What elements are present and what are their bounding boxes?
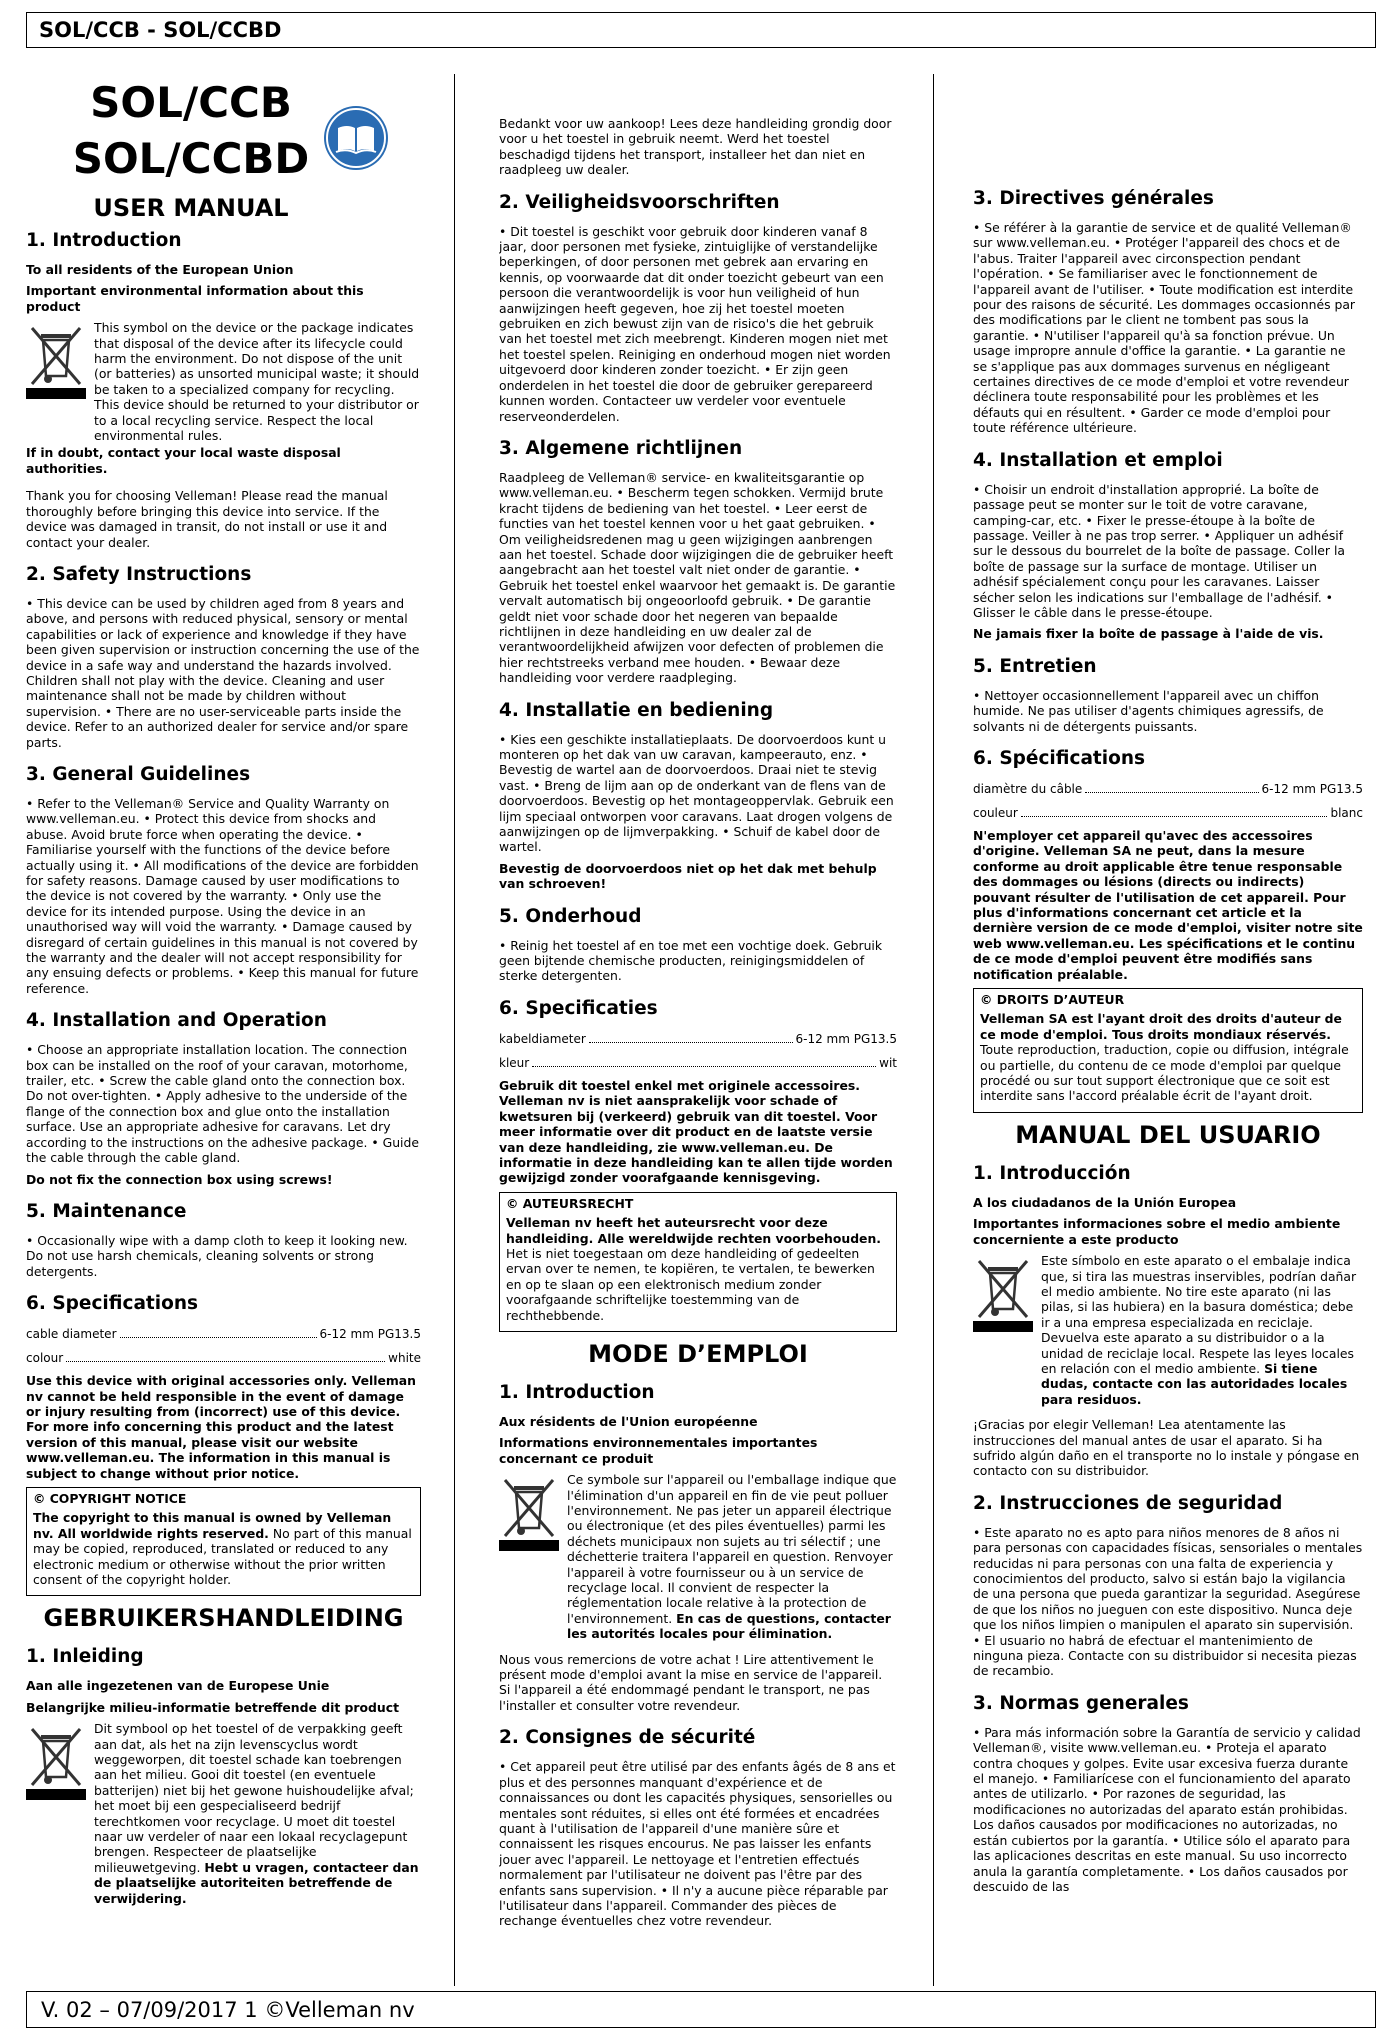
env-heading: Informations environnementales importantes concernant ce produit [499, 1435, 818, 1466]
disclaimer: N'employer cet appareil qu'avec des accessoires d'origine. Velleman SA ne peut, dans la mesure conforme au droit applicable être tenue responsable des dommages ou lésions (directs ou indirects) pouvant résulter de l'utilisation de cet appareil. Pour plus d'informations concernant cet article et la dernière version de ce mode d'emploi, visiter notre site web www.velleman.eu. Les spécifications et le continu de ce mode d'emploi peuvent être modifiés sans notification préalable. [973, 827, 1363, 982]
copyright-box [973, 988, 1363, 1113]
safety-text: • Dit toestel is geschikt voor gebruik door kinderen vanaf 8 jaar, door personen met fysieke, zintuiglijke of verstandelijke beperkingen, of door personen met gebrek aan ervaring en kennis, op voorwaarde dat dit onder toezicht gebeurt van een persoon die verantwoordelijk is voor hun veiligheid of hun aanwijzingen heeft gegeven, hoe zij het toestel moeten gebruiken en zich bewust zijn van de risico's die het gebruik van het toestel met zich meebrengt. Kinderen mogen niet met het toestel spelen. Reiniging en onderhoud mogen niet worden uitgevoerd door kinderen zonder toezicht. • Er zijn geen onderdelen in het toestel die door de gebruiker gerepareerd kunnen worden. Contacteer uw verdeler voor eventuele reserveonderdelen. [499, 223, 891, 424]
copyright-box [26, 1487, 421, 1596]
section-heading: 1. Inleiding [26, 1646, 144, 1668]
section-heading: 6. Spécifications [973, 747, 1146, 769]
install-text: • Choisir un endroit d'installation approprié. La boîte de passage peut se monter sur le toit de votre caravane, camping-car, etc. • Fixer le presse-étoupe à la boîte de passage. Veiller à ne pas trop serrer. • Appliquer un adhésif sur le dessous du bourrelet de la boîte de passage. Coller la boîte de passage sur la surface de montage. Utiliser un adhésif spécialement conçu pour les caravanes. Laisser sécher selon les indications sur l'emballage de l'adhésif. • Glisser le câble dans le presse-étoupe. [973, 481, 1345, 620]
install-text: • Kies een geschikte installatieplaats. De doorvoerdoos kunt u monteren op het dak van uw caravan, kampeerauto, enz. • Bevestig de wartel aan de doorvoerdoos. Draai niet te stevig vast. • Breng de lijm aan op de onderkant van de flens van de doorvoerdoos. Bevestig op het montageoppervlak. Gebruik een lijm speciaal ontworpen voor caravans. Laat drogen volgens de aanwijzingen op de lijmverpakking. • Schuif de kabel door de wartel. [499, 731, 894, 855]
spec-row [973, 804, 1363, 822]
column-divider [933, 74, 934, 1986]
env-text: Dit symbool op het toestel of de verpakking geeft aan dat, als het na zijn levenscyclus wordt weggeworpen, dit toestel schade kan toebrengen aan het milieu. Gooi dit toestel (en eventuele batterijen) niet bij het gewone huishoudelijke afval; het moet bij een gespecialiseerd bedrijf terechtkomen voor recyclage. U moet dit toestel naar uw verdeler of naar een lokaal recyclagepunt brengen. Respecteer de plaatselijke milieuwetgeving. Hebt u vragen, contacteer dan de plaatselijke autoriteiten betreffende de verwijdering. [94, 1721, 419, 1906]
weee-bar [26, 1789, 86, 1800]
thanks-text: ¡Gracias por elegir Velleman! Lea atentamente las instrucciones del manual antes de usar el aparato. Si ha sufrido algún daño en el transporte no lo instale y póngase en contacto con su distribuidor. [973, 1417, 1360, 1479]
disclaimer: Use this device with original accessories only. Velleman nv cannot be held responsible in the event of damage or injury resulting from (incorrect) use of this device. For more info concerning this product and the latest version of this manual, please visit our website www.velleman.eu. The information in this manual is subject to change without prior notice. [26, 1373, 416, 1481]
manual-title-nl: GEBRUIKERSHANDLEIDING [43, 1604, 404, 1633]
weee-bin-icon [973, 1257, 1035, 1325]
disclaimer: Gebruik dit toestel enkel met originele accessoires. Velleman nv is niet aansprakelijk voor schade of kwetsuren bij (verkeerd) gebruik van dit toestel. Voor meer informatie over dit product en de laatste versie van deze handleiding, zie www.velleman.eu. De informatie in deze handleiding kan te allen tijde worden gewijzigd zonder voorafgaande kennisgeving. [499, 1077, 893, 1186]
spec-label: kleur [499, 1055, 530, 1070]
section-heading: 6. Specificaties [499, 997, 658, 1019]
section-heading: 2. Veiligheidsvoorschriften [499, 191, 780, 213]
install-bold: Bevestig de doorvoerdoos niet op het dak met behulp van schroeven! [499, 860, 877, 892]
guidelines-text: Raadpleeg de Velleman® service- en kwaliteitsgarantie op www.velleman.eu. • Bescherm tegen schokken. Vermijd brute kracht tijdens de bediening van het toestel. • Leer eerst de functies van het toestel kennen voor u het gaat gebruiken. • Om veiligheidsredenen mag u geen wijzigingen aanbrengen aan het toestel. Schade door wijzigingen die de gebruiker heeft aangebracht aan het toestel valt niet onder de garantie. • Gebruik het toestel enkel waarvoor het gemaakt is. De garantie vervalt automatisch bij ongeoorloofd gebruik. • De garantie geldt niet voor schade door het negeren van bepaalde richtlijnen in deze handleiding en uw dealer zal de verantwoordelijkheid afwijzen voor defecten of problemen die hier rechtstreeks verband mee houden. • Bewaar deze handleiding voor verdere raadpleging. [499, 469, 896, 686]
page-header: SOL/CCB - SOL/CCBD [26, 12, 1376, 48]
weee-bin-icon [26, 1725, 88, 1793]
column-1 [26, 76, 421, 1991]
spec-label: kabeldiameter [499, 1031, 586, 1046]
spec-value: white [388, 1351, 421, 1366]
copyright-title: © AUTEURSRECHT [506, 1195, 634, 1211]
eu-heading: To all residents of the European Union [26, 262, 294, 277]
eu-heading: A los ciudadanos de la Unión Europea [973, 1194, 1237, 1210]
section-heading: 2. Consignes de sécurité [499, 1727, 756, 1749]
copyright-text: Velleman nv heeft het auteursrecht voor deze handleiding. Alle wereldwijde rechten voorbehouden. Het is niet toegestaan om deze handleiding of gedeelten ervan over te nemen, te kopiëren, te vertalen, te bewerken en op te slaan op een elektronisch medium zonder voorafgaande schriftelijke toestemming van de rechthebbende. [506, 1215, 881, 1323]
weee-bin-icon [499, 1476, 561, 1544]
column-3 [973, 76, 1363, 1991]
spec-label: colour [26, 1351, 64, 1366]
manual-title-en: USER MANUAL [93, 194, 289, 222]
section-heading: 3. General Guidelines [26, 763, 251, 785]
section-heading: 5. Maintenance [26, 1200, 187, 1222]
thanks-text: Nous vous remercions de votre achat ! Lire attentivement le présent mode d'emploi avant la mise en service de l'appareil. Si l'appareil a été endommagé pendant le transport, ne pas l'installer et consulter votre revendeur. [499, 1651, 883, 1713]
copyright-box [499, 1192, 897, 1332]
column-divider [454, 74, 455, 1986]
env-block [499, 1472, 897, 1641]
safety-text: • This device can be used by children aged from 8 years and above, and persons with reduced physical, sensory or mental capabilities or lack of experience and knowledge if they have been given supervision or instruction concerning the use of the device in a safe way and understand the hazards involved. Children shall not play with the device. Cleaning and user maintenance shall not be made by children without supervision. • There are no user-serviceable parts inside the device. Refer to an authorized dealer for service and/or spare parts. [26, 595, 420, 750]
weee-bar [973, 1321, 1033, 1332]
spec-row [499, 1054, 897, 1072]
section-heading: 3. Algemene richtlijnen [499, 437, 743, 459]
weee-bar [26, 388, 86, 399]
spec-value: wit [879, 1055, 897, 1070]
env-heading: Important environmental information about this product [26, 283, 364, 314]
eu-heading: Aan alle ingezetenen van de Europese Unie [26, 1678, 330, 1694]
thanks-text: Thank you for choosing Velleman! Please read the manual thoroughly before bringing this device into service. If the device was damaged in transit, do not install or use it and contact your dealer. [26, 488, 388, 550]
env-block [26, 1721, 421, 1906]
env-heading: Importantes informaciones sobre el medio ambiente concerniente a este producto [973, 1216, 1341, 1247]
section-heading: 5. Entretien [973, 655, 1097, 677]
weee-bin-icon [26, 324, 88, 392]
copyright-text: Velleman SA est l'ayant droit des droits d'auteur de ce mode d'emploi. Tous droits mondiaux réservés. Toute reproduction, traduction, copie ou diffusion, intégrale ou partielle, du contenu de ce mode d'emploi par quelque procédé ou sur tout support électronique que ce soit est interdite sans l'accord préalable écrit de l'ayant droit. [980, 1011, 1349, 1104]
spec-label: diamètre du câble [973, 781, 1083, 796]
maint-text: • Occasionally wipe with a damp cloth to keep it looking new. Do not use harsh chemicals, cleaning solvents or strong detergents. [26, 1232, 408, 1279]
product-title-1: SOL/CCB [90, 78, 292, 127]
thanks-text: Bedankt voor uw aankoop! Lees deze handleiding grondig door voor u het toestel in gebruik neemt. Werd het toestel beschadigd tijdens het transport, installeer het dan niet en raadpleeg uw dealer. [499, 116, 892, 178]
spec-label: couleur [973, 805, 1018, 820]
install-text: • Choose an appropriate installation location. The connection box can be installed on the roof of your caravan, motorhome, trailer, etc. • Screw the cable gland onto the connection box. Do not over-tighten. • Apply adhesive to the underside of the flange of the connection box and glue onto the installation surface. Use an appropriate adhesive for caravans. Let dry according to the instructions on the adhesive package. • Guide the cable through the cable gland. [26, 1042, 419, 1166]
section-heading: 6. Specifications [26, 1293, 199, 1315]
spec-value: 6-12 mm PG13.5 [319, 1327, 421, 1342]
section-heading: 3. Directives générales [973, 188, 1214, 209]
section-heading: 2. Safety Instructions [26, 563, 252, 585]
env-bold: If in doubt, contact your local waste disposal authorities. [26, 445, 341, 476]
spec-row [499, 1030, 897, 1048]
section-heading: 4. Installatie en bediening [499, 699, 774, 721]
env-heading: Belangrijke milieu-informatie betreffende dit product [26, 1699, 400, 1715]
guidelines-text: • Se référer à la garantie de service et de qualité Velleman® sur www.velleman.eu. • Protéger l'appareil des chocs et de l'abus. Traiter l'appareil avec circonspection pendant l'opération. • Se familiariser avec le fonctionnement de l'appareil avant de l'utiliser. • Toute modification est interdite pour des raisons de sécurité. Les dommages occasionnés par des modifications par le client ne tombent pas sous la garantie. • N'utiliser l'appareil qu'à sa fonction prévue. Un usage impropre annule d'office la garantie. • La garantie ne se s'applique pas aux dommages survenus en négligeant certaines directives de ce mode d'emploi et votre revendeur déclinera toute responsabilité pour les problèmes et les défauts qui en résultent. • Garder ce mode d'emploi pour toute référence ultérieure. [973, 220, 1356, 436]
spec-row [26, 1349, 421, 1367]
section-heading: 5. Onderhoud [499, 905, 642, 927]
section-heading: 1. Introduction [499, 1381, 655, 1403]
safety-text: • Este aparato no es apto para niños menores de 8 años ni para personas con capacidades físicas, sensoriales o mentales reducidas ni para personas con una falta de experiencia y conocimientos del producto, salvo si están bajo la vigilancia de una persona que pueda garantizar la seguridad. Asegúrese de que los niños no jueguen con este dispositivo. Nunca deje que los niños limpien o manipulen el aparato sin supervisión. • El usuario no habrá de efectuar el mantenimiento de ninguna pieza. Contacte con su distribuidor si necesita piezas de recambio. [973, 1524, 1363, 1679]
manual-title-fr: MODE D’EMPLOI [588, 1339, 808, 1368]
maint-text: • Reinig het toestel af en toe met een vochtige doek. Gebruik geen bijtende chemische producten, reinigingsmiddelen of sterke detergenten. [499, 937, 883, 984]
copyright-title: © DROITS D’AUTEUR [980, 992, 1125, 1008]
page-footer: V. 02 – 07/09/2017 1 ©Velleman nv [26, 1991, 1376, 2028]
guidelines-text: • Para más información sobre la Garantía de servicio y calidad Velleman®, visite www.velleman.eu. • Proteja el aparato contra choques y golpes. Evite usar excesiva fuerza durante el manejo. • Familiarícese con el funcionamiento del aparato antes de utilizarlo. • Por razones de seguridad, las modificaciones no autorizadas del aparato están prohibidas. Los daños causados por modificaciones no autorizadas, no están cubiertos por la garantía. • Utilice sólo el aparato para las aplicaciones descritas en este manual. Su uso incorrecto anula la garantía completamente. • Los daños causados por descuido de las [973, 1724, 1361, 1894]
env-text: Este símbolo en este aparato o el embalaje indica que, si tira las muestras inservibles, podrían dañar el medio ambiente. No tire este aparato (ni las pilas, si las hubiera) en la basura doméstica; debe ir a una empresa especializada en reciclaje. Devuelva este aparato a su distribuidor o a la unidad de reciclaje local. Respete las leyes locales en relación con el medio ambiente. Si tiene dudas, contacte con las autoridades locales para residuos. [1041, 1253, 1357, 1407]
maint-text: • Nettoyer occasionnellement l'appareil avec un chiffon humide. Ne pas utiliser d'agents chimiques agressifs, de solvants ni de détergents puissants. [973, 687, 1324, 734]
env-block [26, 320, 421, 443]
column-2 [499, 76, 897, 1991]
install-bold: Do not fix the connection box using screws! [26, 1171, 333, 1187]
spec-value: blanc [1330, 805, 1363, 820]
section-heading: 1. Introduction [26, 230, 182, 251]
env-block [973, 1253, 1363, 1407]
read-manual-icon [324, 106, 388, 170]
manual-title-es: MANUAL DEL USUARIO [1015, 1120, 1321, 1149]
section-heading: 4. Installation et emploi [973, 449, 1223, 471]
section-heading: 1. Introducción [973, 1162, 1131, 1184]
spec-row [973, 780, 1363, 798]
title-block [26, 76, 421, 226]
product-title-2: SOL/CCBD [72, 134, 310, 183]
weee-bar [499, 1540, 559, 1551]
copyright-title: © COPYRIGHT NOTICE [33, 1490, 187, 1506]
section-heading: 2. Instrucciones de seguridad [973, 1492, 1283, 1514]
spec-value: 6-12 mm PG13.5 [1261, 781, 1363, 796]
install-bold: Ne jamais fixer la boîte de passage à l'aide de vis. [973, 626, 1324, 642]
section-heading: 3. Normas generales [973, 1692, 1189, 1714]
spec-value: 6-12 mm PG13.5 [795, 1031, 897, 1046]
section-heading: 4. Installation and Operation [26, 1010, 327, 1032]
guidelines-text: • Refer to the Velleman® Service and Quality Warranty on www.velleman.eu. • Protect this device from shocks and abuse. Avoid brute force when operating the device. • Familiarise yourself with the functions of the device before actually using it. • All modifications of the device are forbidden for safety reasons. Damage caused by user modifications to the device is not covered by the warranty. • Only use the device for its intended purpose. Using the device in an unauthorised way will void the warranty. • Damage caused by disregard of certain guidelines in this manual is not covered by the warranty and the dealer will not accept responsibility for any ensuing defects or problems. • Keep this manual for future reference. [26, 795, 419, 996]
copyright-text: The copyright to this manual is owned by Velleman nv. All worldwide rights reserved. No part of this manual may be copied, reproduced, translated or reduced to any electronic medium or otherwise without the prior written consent of the copyright holder. [33, 1510, 412, 1587]
safety-text: • Cet appareil peut être utilisé par des enfants âgés de 8 ans et plus et des personnes manquant d'expérience et de connaissances ou dont les capacités physiques, sensorielles ou mentales sont réduites, si elles ont été formées et encadrées quant à l'utilisation de l'appareil d'une manière sûre et connaissent les risques encourus. Ne pas laisser les enfants jouer avec l'appareil. Le nettoyage et l'entretien effectués normalement par l'utilisateur ne doivent pas l'être par des enfants sans supervision. • Il n'y a aucune pièce réparable par l'utilisateur dans l'appareil. Commander des pièces de rechange éventuelles chez votre revendeur. [499, 1759, 896, 1929]
env-text: This symbol on the device or the package indicates that disposal of the device after its lifecycle could harm the environment. Do not dispose of the unit (or batteries) as unsorted municipal waste; it should be taken to a specialized company for recycling. This device should be returned to your distributor or to a local recycling service. Respect the local environmental rules. [94, 320, 420, 444]
spec-label: cable diameter [26, 1327, 117, 1342]
eu-heading: Aux résidents de l'Union européenne [499, 1413, 758, 1429]
spec-row [26, 1325, 421, 1343]
env-text: Ce symbole sur l'appareil ou l'emballage indique que l'élimination d'un appareil en fin de vie peut polluer l'environnement. Ne pas jeter un appareil électrique ou électronique (et des piles éventuelles) parmi les déchets municipaux non sujets au tri sélectif ; une déchetterie traitera l'appareil en question. Renvoyer l'appareil à votre fournisseur ou à un service de recyclage local. Il convient de respecter la réglementation locale relative à la protection de l'environnement. En cas de questions, contacter les autorités locales pour élimination. [567, 1472, 897, 1642]
